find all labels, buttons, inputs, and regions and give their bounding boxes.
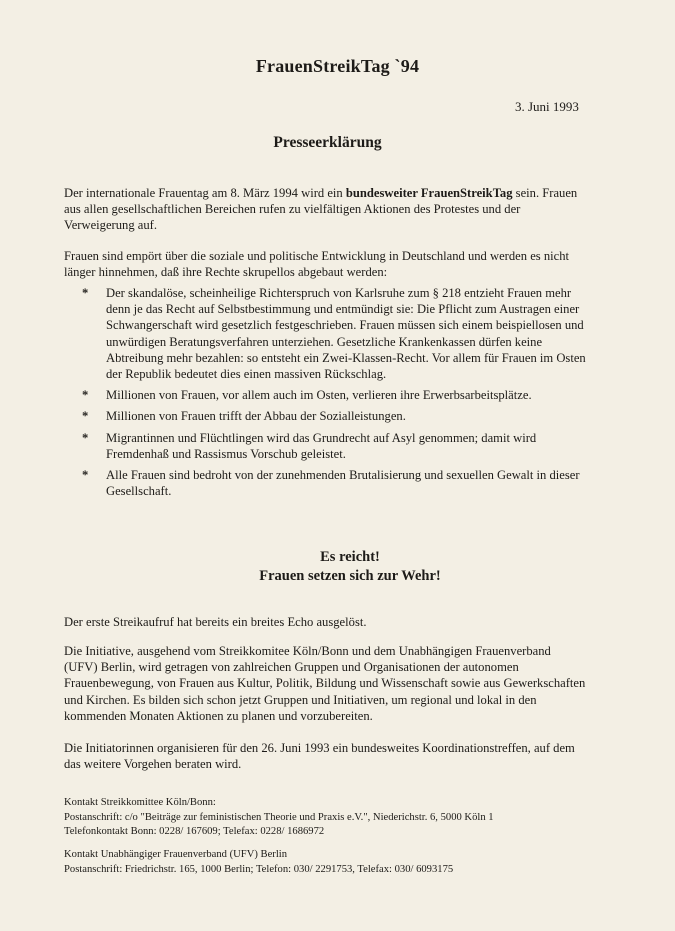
contact-block-berlin	[64, 848, 604, 877]
list-item	[64, 467, 586, 499]
bullet-asterisk: *	[82, 388, 89, 403]
meeting-paragraph: Die Initiatorinnen organisieren für den 26. Juni 1993 ein bundesweites Koordinationstreffen, auf dem das weitere Vorgehen beraten wird.	[64, 741, 575, 772]
bullet-asterisk: *	[82, 409, 89, 424]
grievance-intro-paragraph: Frauen sind empört über die soziale und politische Entwicklung in Deutschland und werden es nicht länger hinnehmen, daß ihre Rechte skrupellos abgebaut werden:	[64, 249, 570, 280]
intro-paragraph	[64, 185, 586, 234]
bullet-asterisk: *	[82, 468, 89, 483]
contact-address: Postanschrift: Friedrichstr. 165, 1000 Berlin; Telefon: 030/ 2291753, Telefax: 030/ 6093175	[64, 863, 454, 875]
section-heading: Presseerklärung	[273, 134, 382, 151]
list-item-text: Alle Frauen sind bedroht von der zunehmenden Brutalisierung und sexuellen Gewalt in dieser Gesellschaft.	[106, 468, 580, 499]
contact-phone: Telefonkontakt Bonn: 0228/ 167609; Telefax: 0228/ 1686972	[64, 826, 325, 838]
motto-line-2: Frauen setzen sich zur Wehr!	[259, 568, 441, 584]
initiative-paragraph: Die Initiative, ausgehend vom Streikkomitee Köln/Bonn und dem Unabhängigen Frauenverband (UFV) Berlin, wird getragen von zahlreichen Gruppen und Organisationen der autonomen Frauenbewegung, von Frauen aus Kultur, Politik, Bildung und Wissenschaft sowie aus Gewerkschaften und Kirchen. Es bilden sich schon jetzt Gruppen und Initiativen, um regional und lokal in den kommenden Monaten Aktionen zu planen und vorzubereiten.	[64, 644, 586, 723]
list-item	[64, 285, 586, 382]
motto-line-1: Es reicht!	[320, 549, 380, 565]
contact-address: Postanschrift: c/o "Beiträge zur feministischen Theorie und Praxis e.V.", Niederichstr. 6, 5000 Köln 1	[64, 811, 494, 823]
intro-bold-phrase: bundesweiter FrauenStreikTag	[345, 186, 513, 200]
motto	[0, 548, 675, 586]
list-item-text: Millionen von Frauen trifft der Abbau der Sozialleistungen.	[106, 409, 406, 424]
list-item-text: Der skandalöse, scheinheilige Richterspruch von Karlsruhe zum § 218 entzieht Frauen mehr denn je das Recht auf Selbstbestimmung und entmündigt sie: Die Pflicht zum Austragen einer Schwangerschaft wird gesetzlich festgeschrieben. Frauen müssen sich einem beispiellosen und unwürdigen Beratungsverfahren unterziehen. Gesetzliche Krankenkassen dürfen keine Abtreibung mehr bezahlen: so entsteht ein Zwei-Klassen-Recht. Vor allem für Frauen im Osten der Republik bedeutet dies einen massiven Rückschlag.	[106, 286, 586, 382]
list-item	[64, 408, 586, 424]
list-item-text: Millionen von Frauen, vor allem auch im Osten, verlieren ihre Erwerbsarbeitsplätze.	[106, 388, 532, 403]
list-item	[64, 430, 586, 462]
list-item-text: Migrantinnen und Flüchtlingen wird das Grundrecht auf Asyl genommen; damit wird Fremdenhaß und Rassismus Vorschub geleistet.	[106, 430, 537, 461]
echo-paragraph: Der erste Streikaufruf hat bereits ein breites Echo ausgelöst.	[64, 615, 367, 629]
intro-text-start: Der internationale Frauentag am 8. März 1994 wird ein	[64, 186, 346, 200]
grievance-list	[64, 285, 586, 504]
bullet-asterisk: *	[82, 430, 89, 445]
contact-block-cologne	[64, 796, 604, 840]
bullet-asterisk: *	[82, 286, 89, 300]
contact-heading: Kontakt Streikkomittee Köln/Bonn:	[64, 797, 216, 808]
list-item	[64, 387, 586, 403]
document-title: FrauenStreikTag `94	[255, 56, 420, 76]
intro-text-end: sein. Frauen aus allen gesellschaftlichen Bereichen rufen zu vielfältigen Aktionen des Protestes und der Verweigerung auf.	[64, 186, 578, 233]
contact-heading: Kontakt Unabhängiger Frauenverband (UFV) Berlin	[64, 849, 287, 860]
document-date: 3. Juni 1993	[515, 99, 579, 114]
